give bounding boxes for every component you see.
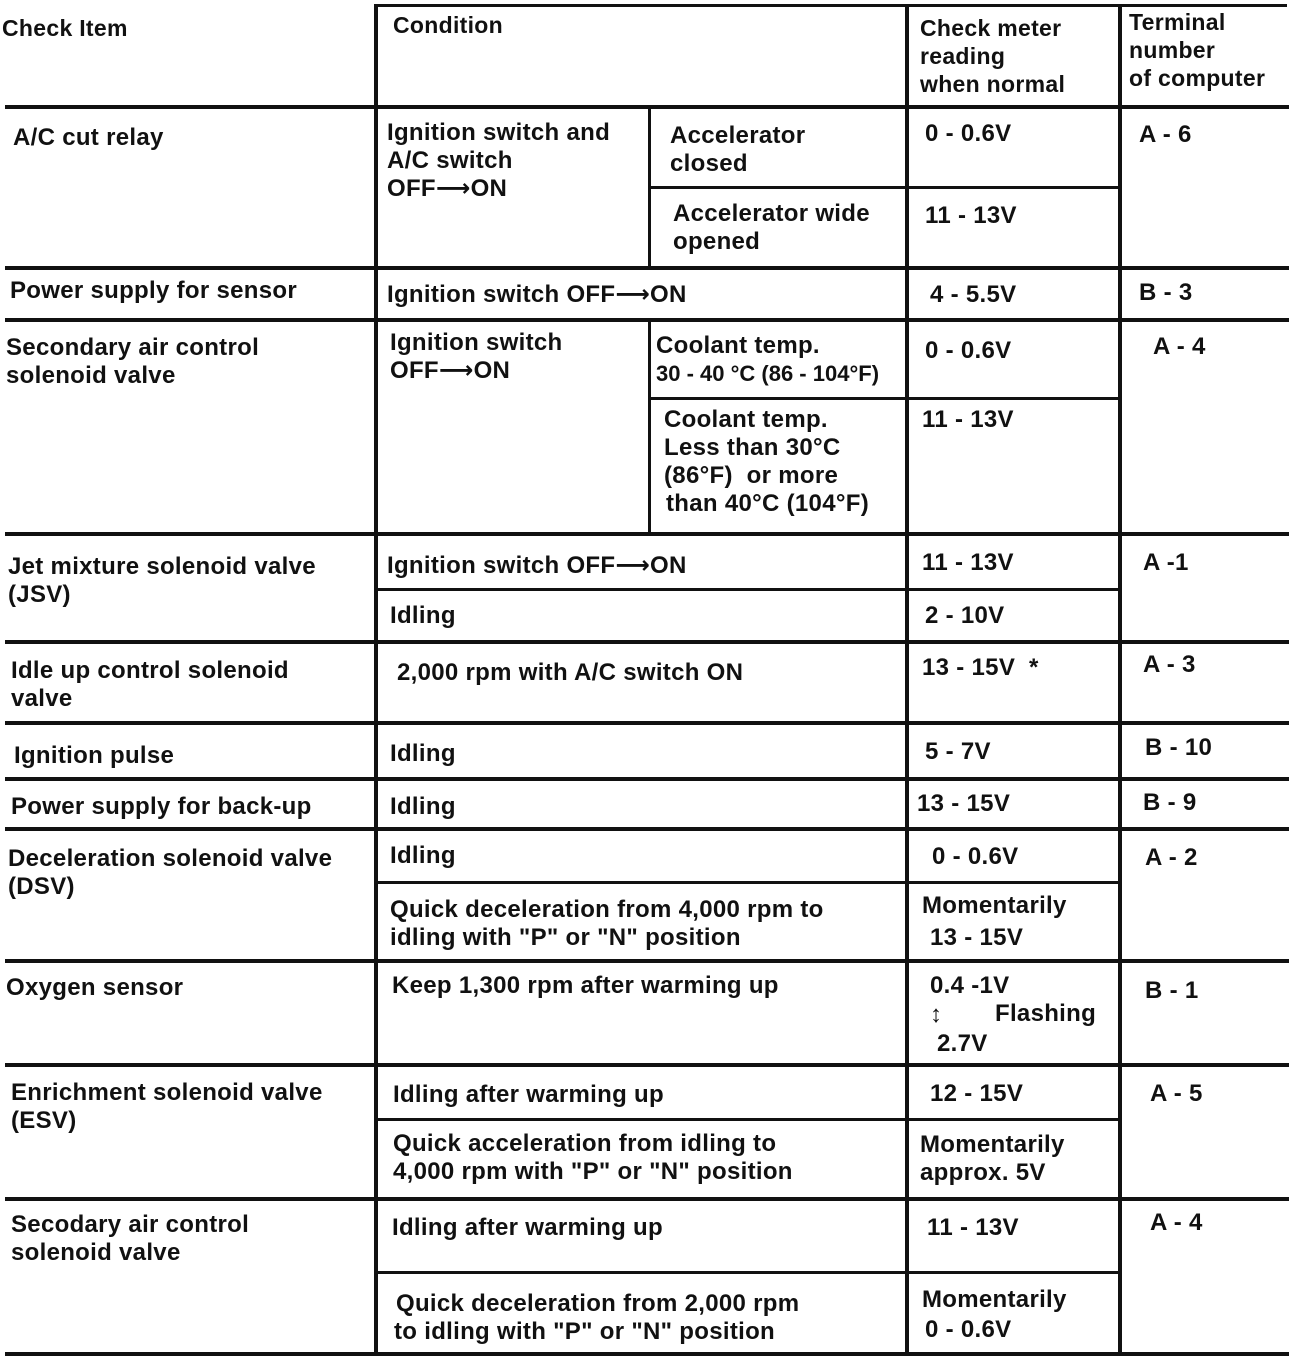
item-dsv-l2: (DSV) — [8, 873, 75, 900]
rule-row8-split — [375, 881, 1120, 884]
reading-power-sensor: 4 - 5.5V — [930, 281, 1017, 308]
item-esv-l1: Enrichment solenoid valve — [11, 1079, 323, 1106]
sub-secondary-air-2-l4: than 40°C (104°F) — [666, 490, 870, 517]
rule-row8-bottom — [5, 959, 1289, 963]
cond-dsv-1: Idling — [390, 842, 456, 869]
reading-jsv-2: 2 - 10V — [925, 602, 1005, 629]
terminal-ac: A - 6 — [1139, 121, 1192, 148]
terminal-secondary-air-1: A - 4 — [1153, 333, 1206, 360]
col-rule-terminal — [1118, 4, 1122, 1356]
reading-esv-2-l2: approx. 5V — [920, 1159, 1046, 1186]
col-rule-reading — [905, 4, 909, 1356]
cond-oxygen: Keep 1,300 rpm after warming up — [392, 972, 779, 999]
cond-secondary-air-2-1: Idling after warming up — [392, 1214, 663, 1241]
reading-dsv-2-l1: Momentarily — [922, 892, 1067, 919]
reading-ac-2: 11 - 13V — [925, 202, 1017, 229]
terminal-ignition-pulse: B - 10 — [1145, 734, 1213, 761]
sub-secondary-air-2-l1: Coolant temp. — [664, 406, 828, 433]
rule-row1-bottom — [5, 266, 1289, 270]
cond-esv-2-l2: 4,000 rpm with "P" or "N" position — [393, 1158, 793, 1185]
item-secondary-air-1-l2: solenoid valve — [6, 362, 176, 389]
reading-secondary-air-1-2: 11 - 13V — [922, 406, 1014, 433]
terminal-backup: B - 9 — [1143, 789, 1197, 816]
reading-oxygen-flashing: Flashing — [995, 1000, 1097, 1027]
header-reading-l1: Check meter — [920, 15, 1062, 41]
item-idle-up-l1: Idle up control solenoid — [11, 657, 289, 684]
item-backup: Power supply for back-up — [11, 793, 312, 820]
cond-dsv-2-l2: idling with "P" or "N" position — [390, 924, 741, 951]
cond-esv-2-l1: Quick acceleration from idling to — [393, 1130, 777, 1157]
header-check-item: Check Item — [2, 15, 128, 41]
cond-ignition-pulse: Idling — [390, 740, 456, 767]
rule-row10-bottom — [5, 1197, 1289, 1201]
sub-ac-1-l2: closed — [670, 150, 748, 177]
reading-jsv-1: 11 - 13V — [922, 549, 1014, 576]
cond-ac-l1: Ignition switch and — [387, 119, 611, 146]
cond-secondary-air-2-2-l2: to idling with "P" or "N" position — [394, 1318, 776, 1345]
rule-row9-bottom — [5, 1063, 1289, 1067]
terminal-jsv: A -1 — [1143, 549, 1189, 576]
reading-backup: 13 - 15V — [917, 790, 1011, 817]
terminal-idle-up: A - 3 — [1143, 651, 1196, 678]
rule-row2-bottom — [5, 318, 1289, 322]
rule-row3-bottom — [5, 532, 1289, 536]
cond-idle-up: 2,000 rpm with A/C switch ON — [397, 659, 744, 686]
cond-ac-l2: A/C switch — [387, 147, 513, 174]
reading-esv-2-l1: Momentarily — [920, 1131, 1065, 1158]
rule-row11-split — [375, 1271, 1120, 1274]
cond-jsv-1: Ignition switch OFF⟶ON — [387, 552, 687, 579]
sub-secondary-air-1-l1: Coolant temp. — [656, 332, 820, 359]
item-dsv-l1: Deceleration solenoid valve — [8, 845, 333, 872]
cond-dsv-2-l1: Quick deceleration from 4,000 rpm to — [390, 896, 824, 923]
rule-row4-split — [375, 588, 1120, 591]
flashing-arrow-icon: ↕ — [930, 1001, 943, 1028]
item-idle-up-l2: valve — [11, 685, 73, 712]
cond-secondary-air-2-2-l1: Quick deceleration from 2,000 rpm — [396, 1290, 800, 1317]
sub-ac-1-l1: Accelerator — [670, 122, 806, 149]
reading-dsv-1: 0 - 0.6V — [932, 843, 1019, 870]
sub-secondary-air-1-l2: 30 - 40 °C (86 - 104°F) — [656, 361, 880, 386]
rule-header-bottom — [5, 105, 1289, 109]
header-condition: Condition — [393, 12, 503, 38]
header-terminal-l2: number — [1129, 37, 1216, 63]
sub-secondary-air-2-l3: (86°F) or more — [664, 462, 839, 489]
item-ignition-pulse: Ignition pulse — [14, 742, 175, 769]
reading-secondary-air-2-2-l2: 0 - 0.6V — [925, 1316, 1012, 1343]
cond-ac-l3: OFF⟶ON — [387, 175, 508, 202]
item-secondary-air-1-l1: Secondary air control — [6, 334, 260, 361]
rule-row10-split — [375, 1118, 1120, 1121]
cond-power-sensor: Ignition switch OFF⟶ON — [387, 281, 687, 308]
cond-jsv-2: Idling — [390, 602, 456, 629]
item-power-sensor: Power supply for sensor — [10, 277, 297, 304]
header-reading-l3: when normal — [920, 71, 1066, 97]
cond-secondary-air-1-l2: OFF⟶ON — [390, 357, 511, 384]
item-jsv-l2: (JSV) — [8, 581, 71, 608]
rule-bottom — [5, 1352, 1289, 1356]
col-rule-condition — [374, 4, 378, 1356]
terminal-oxygen: B - 1 — [1145, 977, 1199, 1004]
reading-oxygen-l3: 2.7V — [937, 1030, 988, 1057]
reading-idle-up: 13 - 15V * — [922, 654, 1039, 681]
rule-row7-bottom — [5, 827, 1289, 831]
cond-secondary-air-1-l1: Ignition switch — [390, 329, 563, 356]
rule-row6-bottom — [5, 777, 1289, 781]
cond-backup: Idling — [390, 793, 456, 820]
sub-ac-2-l1: Accelerator wide — [673, 200, 870, 227]
reading-secondary-air-2-2-l1: Momentarily — [922, 1286, 1067, 1313]
header-terminal-l3: of computer — [1129, 65, 1266, 91]
item-esv-l2: (ESV) — [11, 1107, 77, 1134]
item-jsv-l1: Jet mixture solenoid valve — [8, 553, 316, 580]
reading-oxygen-l1: 0.4 -1V — [930, 972, 1010, 999]
reading-ignition-pulse: 5 - 7V — [925, 738, 991, 765]
terminal-power-sensor: B - 3 — [1139, 279, 1193, 306]
header-terminal-l1: Terminal — [1129, 9, 1226, 35]
terminal-dsv: A - 2 — [1145, 844, 1198, 871]
sub-ac-2-l2: opened — [673, 228, 761, 255]
item-secondary-air-2-l1: Secodary air control — [11, 1211, 250, 1238]
rule-top — [375, 4, 1287, 7]
rule-row5-bottom — [5, 721, 1289, 725]
item-secondary-air-2-l2: solenoid valve — [11, 1239, 181, 1266]
col-rule-sub-b — [648, 318, 651, 536]
cond-esv-1: Idling after warming up — [393, 1081, 664, 1108]
item-oxygen: Oxygen sensor — [6, 974, 184, 1001]
terminal-secondary-air-2: A - 4 — [1150, 1209, 1203, 1236]
reading-secondary-air-2-1: 11 - 13V — [927, 1214, 1019, 1241]
reading-dsv-2-l2: 13 - 15V — [930, 924, 1024, 951]
rule-row1-split — [650, 186, 1120, 189]
item-ac-cut-relay: A/C cut relay — [13, 124, 164, 151]
rule-row4-bottom — [5, 640, 1289, 644]
header-reading-l2: reading — [920, 43, 1006, 69]
rule-row3-split — [650, 397, 1120, 400]
reading-esv-1: 12 - 15V — [930, 1080, 1024, 1107]
col-rule-sub-a — [648, 105, 651, 270]
terminal-esv: A - 5 — [1150, 1080, 1203, 1107]
sub-secondary-air-2-l2: Less than 30°C — [664, 434, 841, 461]
reading-secondary-air-1-1: 0 - 0.6V — [925, 337, 1012, 364]
reading-ac-1: 0 - 0.6V — [925, 120, 1012, 147]
